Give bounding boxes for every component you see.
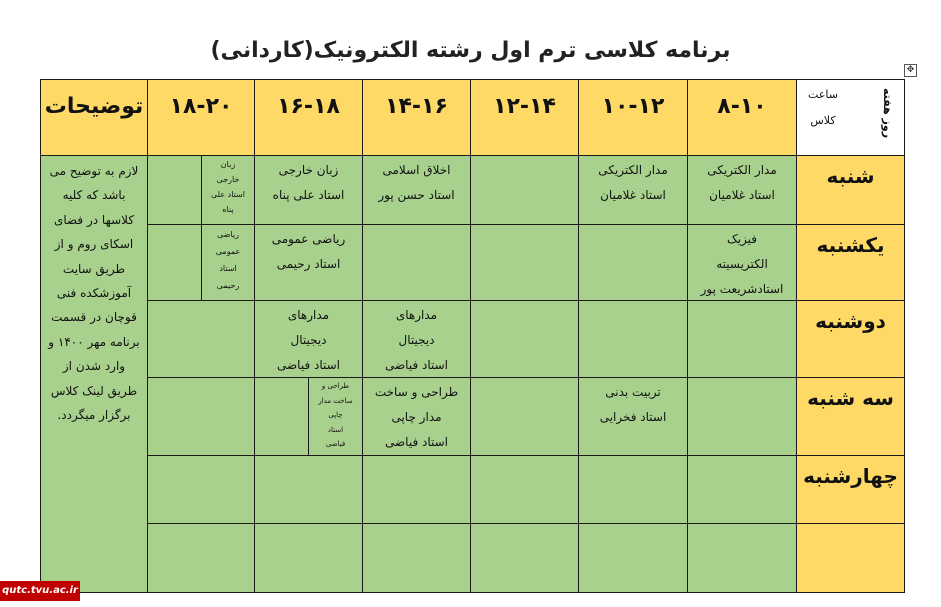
class-mon-14-16: مدارهای دیجیتال استاد فیاضی [362, 300, 471, 378]
class-sat-18-20-empty [147, 155, 202, 225]
class-wed-14-16 [362, 455, 471, 524]
day-sunday: یکشنبه [796, 224, 905, 301]
class-wed-18-20 [147, 455, 255, 524]
class-wed-16-18 [254, 455, 363, 524]
class-mon-10-12 [578, 300, 688, 378]
corner-cell [796, 79, 905, 156]
header-8-10: ۸-۱۰ [687, 79, 797, 156]
corner-hour-label: ساعت کلاس [808, 88, 838, 127]
class-tue-8-10 [687, 377, 797, 456]
class-extra-8-10 [687, 523, 797, 593]
class-mon-8-10 [687, 300, 797, 378]
class-extra-10-12 [578, 523, 688, 593]
class-sun-18-20-empty [147, 224, 202, 301]
class-sun-12-14 [470, 224, 579, 301]
notes-cell: لازم به توضیح می باشد که کلیه کلاسها در فضای اسکای روم و از طریق سایت آموزشکده فنی قوچان در قسمت برنامه مهر ۱۴۰۰ و وارد شدن از طریق لینک کلاس برگزار میگردد. [40, 155, 148, 593]
class-sun-8-10: فیزیک الکتریسیته استادشریعت پور [687, 224, 797, 301]
header-14-16: ۱۴-۱۶ [362, 79, 471, 156]
class-extra-12-14 [470, 523, 579, 593]
header-notes: توضیحات [40, 79, 148, 156]
class-wed-10-12 [578, 455, 688, 524]
class-sun-16-18: ریاضی عمومی استاد رحیمی [254, 224, 363, 301]
class-extra-14-16 [362, 523, 471, 593]
class-sat-8-10: مدار الکتریکی استاد غلامیان [687, 155, 797, 225]
class-mon-16-18: مدارهای دیجیتال استاد فیاضی [254, 300, 363, 378]
class-wed-12-14 [470, 455, 579, 524]
header-12-14: ۱۲-۱۴ [470, 79, 579, 156]
page-title: برنامه کلاسی ترم اول رشته الکترونیک(کاردانی) [210, 38, 731, 63]
site-url-badge[interactable]: qutc.tvu.ac.ir [0, 581, 80, 601]
day-saturday: شنبه [796, 155, 905, 225]
day-monday: دوشنبه [796, 300, 905, 378]
class-sun-18-20-small: ریاضی عمومی استاد رحیمی [201, 224, 255, 301]
class-tue-16-18-small: طراحی و ساخت مدار چاپی استاد فیاضی [308, 377, 363, 456]
class-mon-12-14 [470, 300, 579, 378]
class-sat-18-20-small: زبان خارجی استاد علی پناه [201, 155, 255, 225]
corner-day-label: روز هفته [881, 88, 894, 139]
class-extra-16-18 [254, 523, 363, 593]
header-10-12: ۱۰-۱۲ [578, 79, 688, 156]
class-sat-10-12: مدار الکتریکی استاد غلامیان [578, 155, 688, 225]
table-move-handle-icon[interactable]: ✥ [904, 64, 917, 77]
class-sat-14-16: اخلاق اسلامی استاد حسن پور [362, 155, 471, 225]
class-sat-16-18: زبان خارجی استاد علی پناه [254, 155, 363, 225]
class-sun-10-12 [578, 224, 688, 301]
class-tue-10-12: تربیت بدنی استاد فخرایی [578, 377, 688, 456]
class-mon-18-20 [147, 300, 255, 378]
day-empty [796, 523, 905, 593]
day-wednesday: چهارشنبه [796, 455, 905, 524]
class-tue-18-20 [147, 377, 255, 456]
class-tue-12-14 [470, 377, 579, 456]
header-16-18: ۱۶-۱۸ [254, 79, 363, 156]
class-wed-8-10 [687, 455, 797, 524]
class-tue-16-18-empty [254, 377, 309, 456]
class-extra-18-20 [147, 523, 255, 593]
header-18-20: ۱۸-۲۰ [147, 79, 255, 156]
day-tuesday: سه شنبه [796, 377, 905, 456]
class-sat-12-14 [470, 155, 579, 225]
class-tue-14-16: طراحی و ساخت مدار چاپی استاد فیاضی [362, 377, 471, 456]
class-sun-14-16 [362, 224, 471, 301]
